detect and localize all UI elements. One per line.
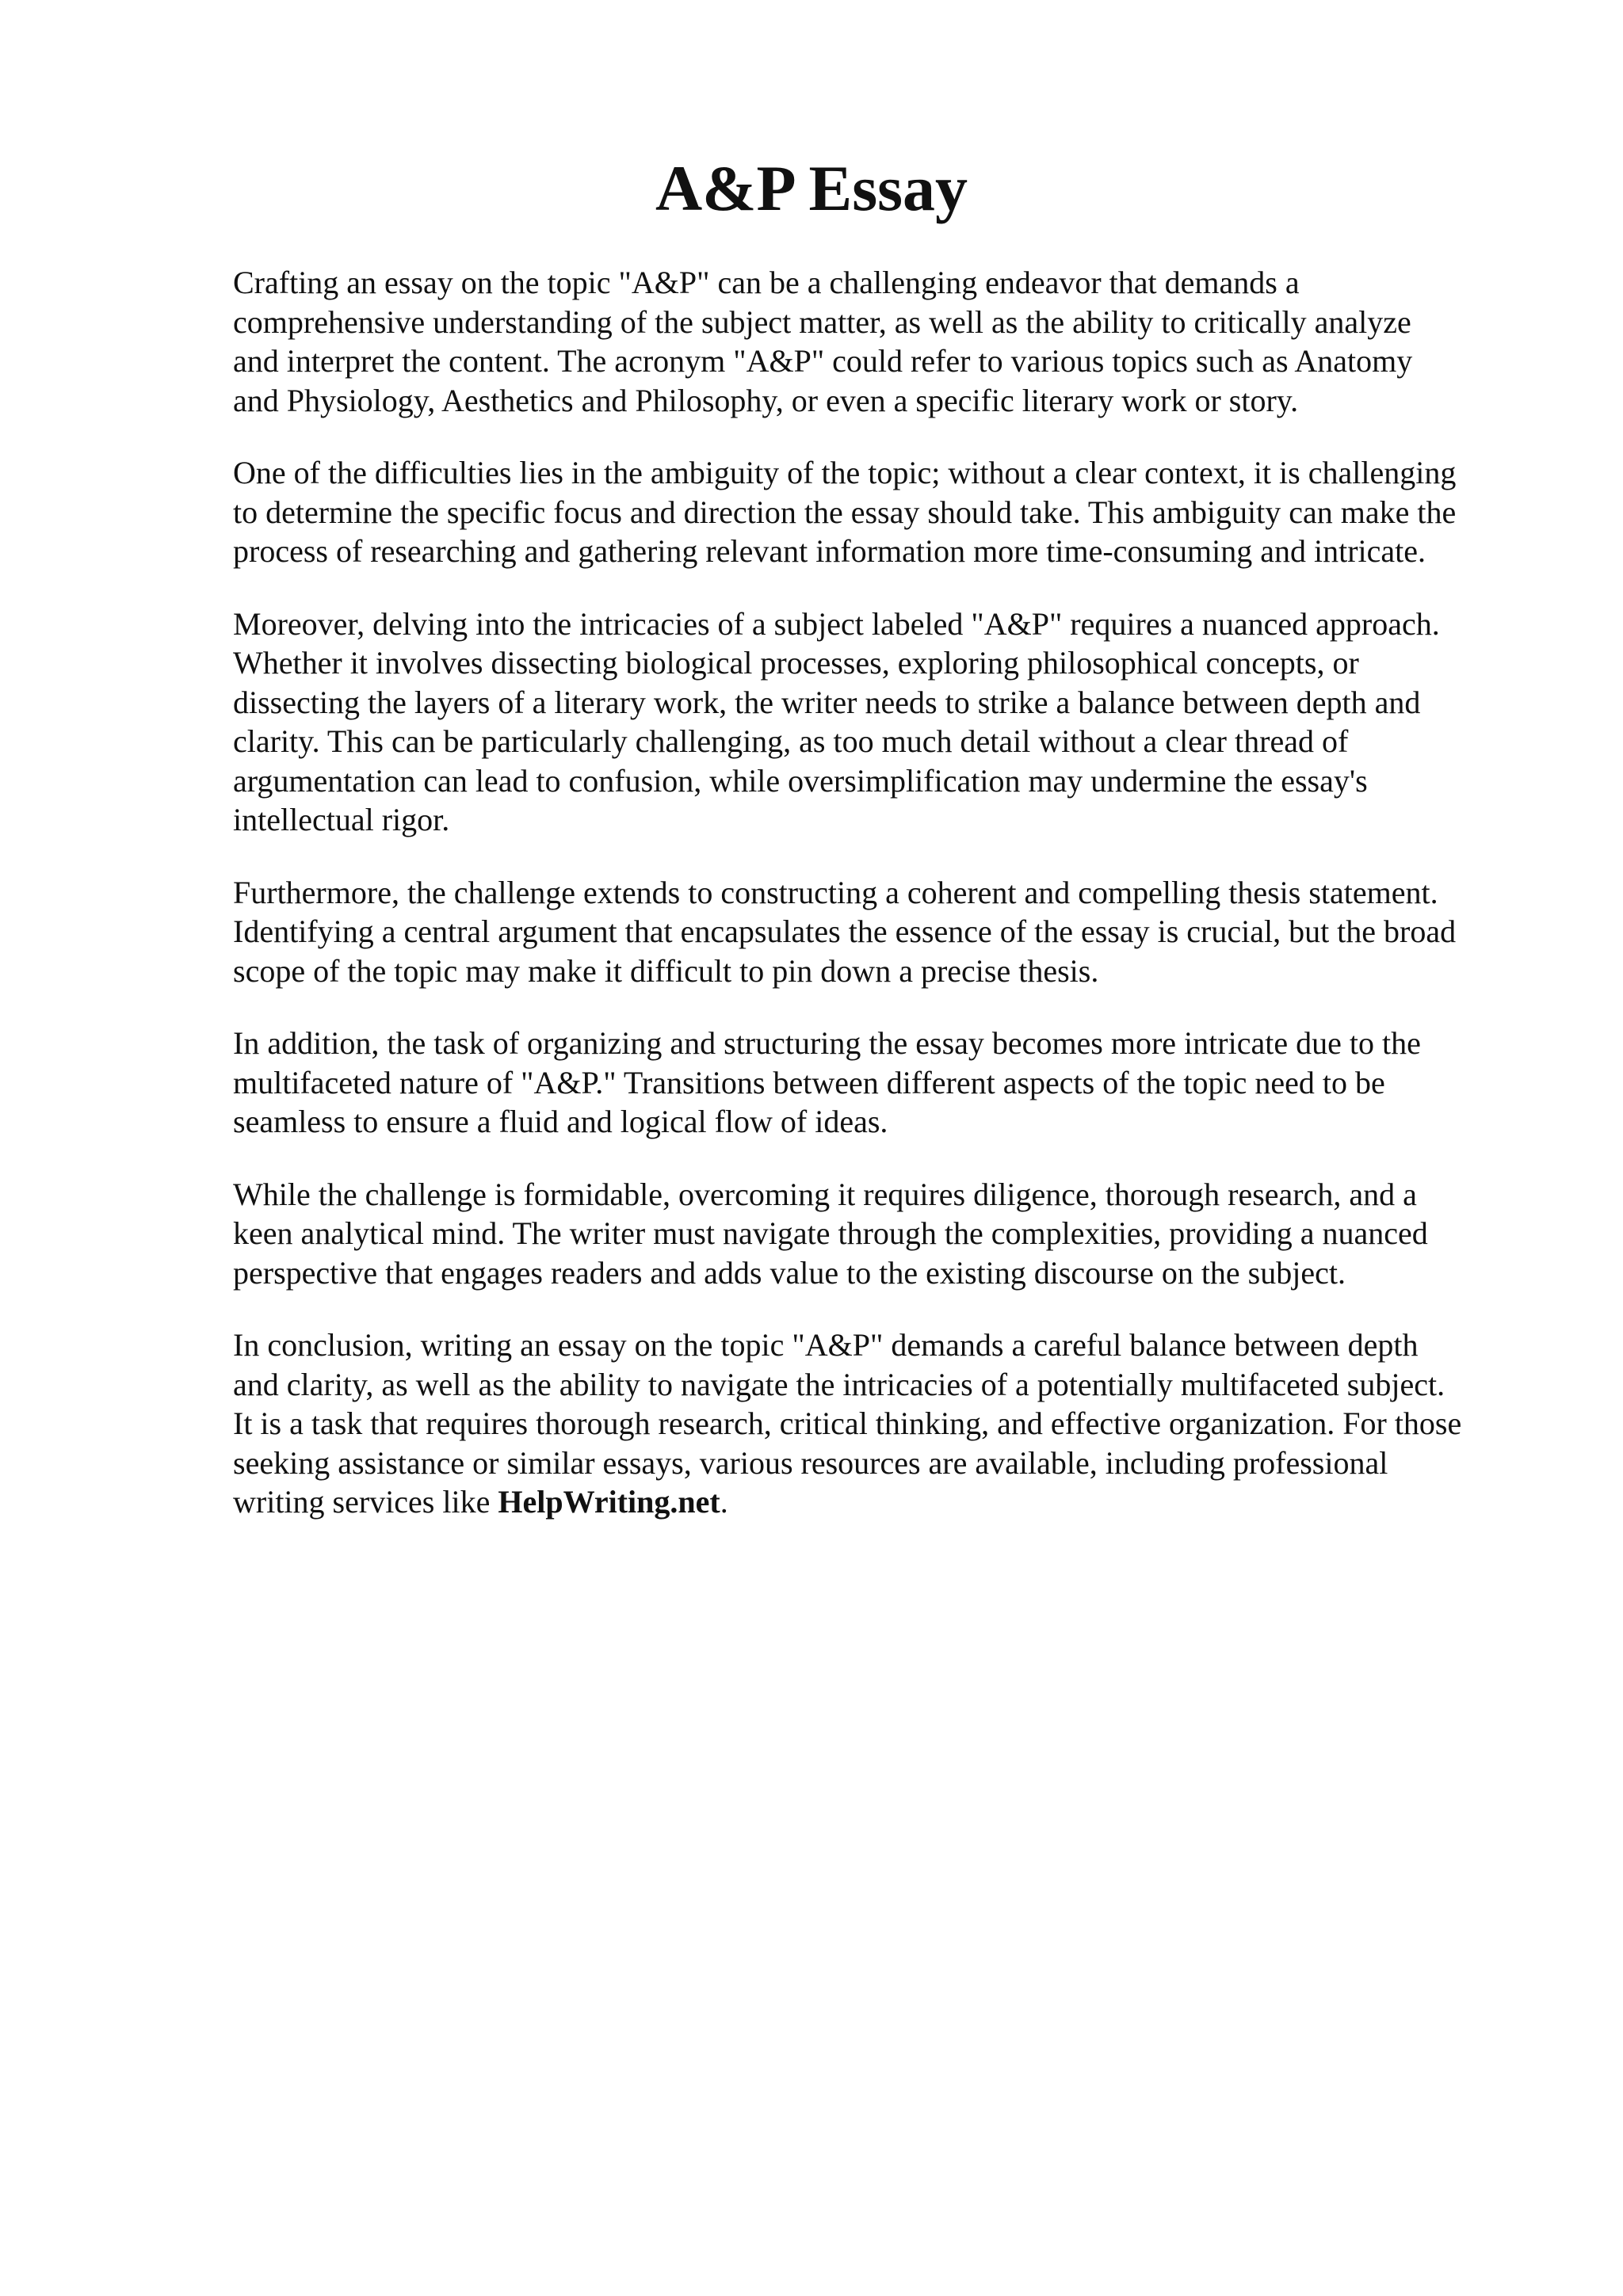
paragraph-5-line-3: seamless to ensure a fluid and logical flow of ideas. [233,1104,888,1139]
paragraph-1-line-4: and Physiology, Aesthetics and Philosophy, or even a specific literary work or story. [233,382,1299,418]
paragraph-1-line-2: comprehensive understanding of the subject matter, as well as the ability to critically analyze [233,303,1411,340]
paragraph-1-line-3: and interpret the content. The acronym "A&P" could refer to various topics such as Anatomy [233,343,1413,379]
paragraph-7-line-1: In conclusion, writing an essay on the topic "A&P" demands a careful balance between depth [233,1327,1419,1363]
paragraph-7-line-5-prefix: writing services like [233,1484,498,1520]
paragraph-5-line-1: In addition, the task of organizing and structuring the essay becomes more intricate due to the [233,1025,1421,1061]
helpwriting-link[interactable]: HelpWriting.net [498,1484,720,1520]
paragraph-6-line-3: perspective that engages readers and adds value to the existing discourse on the subject. [233,1254,1346,1291]
paragraph-7 [233,1325,1533,1522]
paragraph-7-line-3: It is a task that requires thorough research, critical thinking, and effective organization. For those [233,1405,1462,1441]
paragraph-3-line-6: intellectual rigor. [233,802,450,837]
paragraph-5-line-2: multifaceted nature of "A&P." Transitions between different aspects of the topic need to be [233,1064,1385,1100]
paragraph-6 [233,1175,1533,1293]
paragraph-4 [233,873,1533,991]
paragraph-3-line-3: dissecting the layers of a literary work, the writer needs to strike a balance between depth and [233,684,1421,720]
paragraph-7-line-5-period: . [720,1484,728,1520]
paragraph-7-line-2: and clarity, as well as the ability to navigate the intricacies of a potentially multifaceted subject. [233,1366,1445,1402]
paragraph-6-line-1: While the challenge is formidable, overcoming it requires diligence, thorough research, and a [233,1176,1417,1212]
paragraph-2-line-3: process of researching and gathering relevant information more time-consuming and intricate. [233,533,1426,569]
paragraph-2 [233,453,1533,571]
document-title: A&P Essay [655,152,968,224]
paragraph-7-line-4: seeking assistance or similar essays, various resources are available, including professional [233,1444,1388,1481]
paragraph-2-line-1: One of the difficulties lies in the ambiguity of the topic; without a clear context, it is challenging [233,455,1457,490]
paragraph-4-line-3: scope of the topic may make it difficult to pin down a precise thesis. [233,952,1099,989]
paragraph-3-line-4: clarity. This can be particularly challenging, as too much detail without a clear thread of [233,723,1349,759]
essay-body [233,263,1533,1555]
paragraph-3-line-2: Whether it involves dissecting biological processes, exploring philosophical concepts, or [233,645,1359,681]
paragraph-4-line-1: Furthermore, the challenge extends to constructing a coherent and compelling thesis statement. [233,874,1438,910]
paragraph-3-line-1: Moreover, delving into the intricacies of a subject labeled "A&P" requires a nuanced approach. [233,605,1440,642]
paragraph-2-line-2: to determine the specific focus and direction the essay should take. This ambiguity can make the [233,494,1457,530]
paragraph-6-line-2: keen analytical mind. The writer must navigate through the complexities, providing a nuanced [233,1215,1428,1251]
paragraph-1-line-1: Crafting an essay on the topic "A&P" can be a challenging endeavor that demands a [233,265,1300,300]
paragraph-1 [233,263,1533,420]
paragraph-5 [233,1024,1533,1142]
paragraph-4-line-2: Identifying a central argument that encapsulates the essence of the essay is crucial, but the broad [233,913,1457,949]
paragraph-3-line-5: argumentation can lead to confusion, while oversimplification may undermine the essay's [233,762,1368,799]
paragraph-3 [233,605,1533,840]
